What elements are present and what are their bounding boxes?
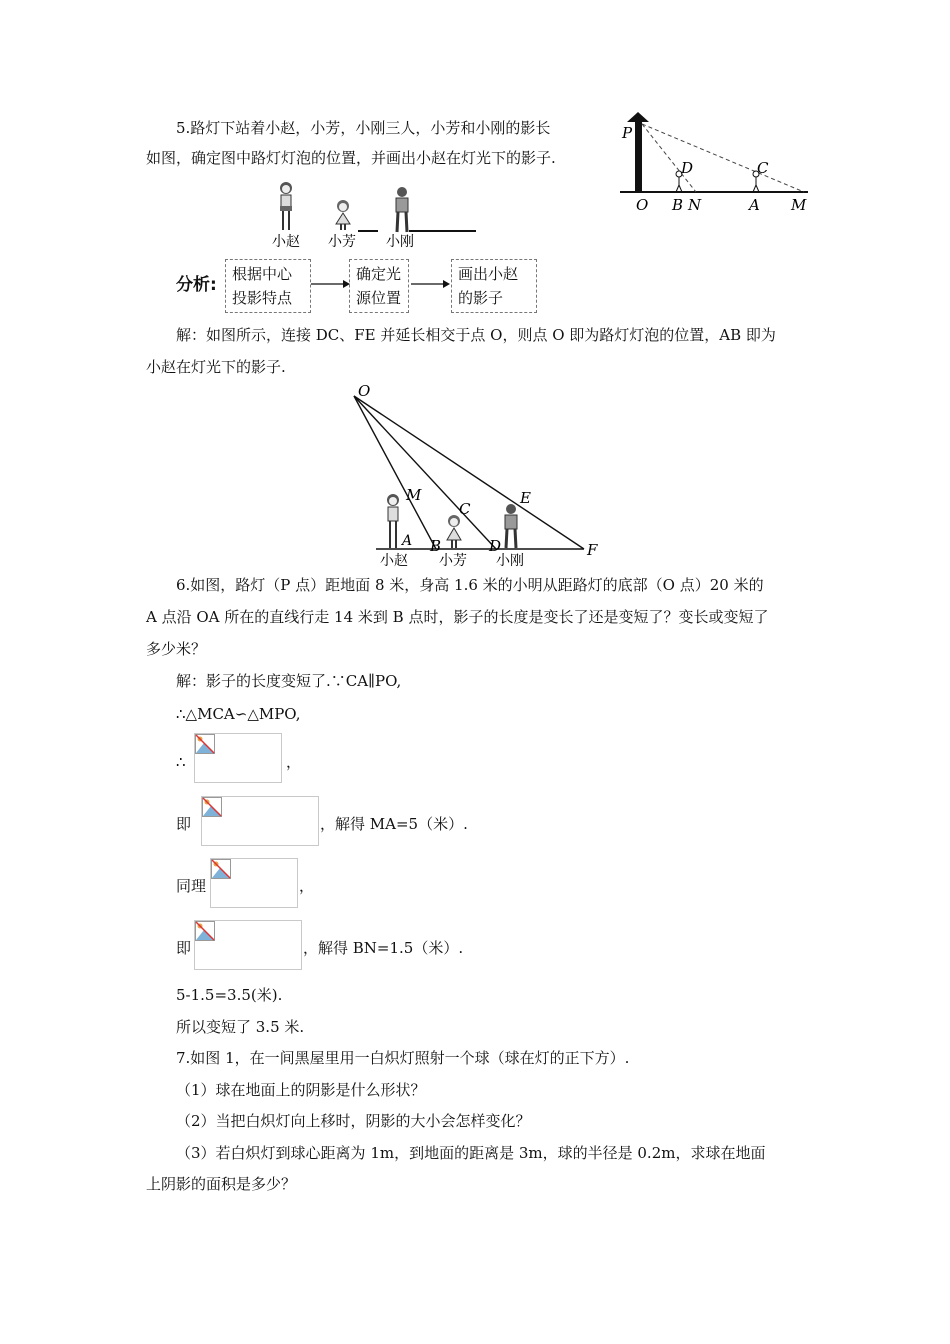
analysis-step-1: 根据中心投影特点 <box>225 259 311 313</box>
analysis-step-2: 确定光源位置 <box>349 259 409 313</box>
people-label-2: 小芳 <box>328 234 356 250</box>
q7-part2: （2）当把白炽灯向上移时，阴影的大小会怎样变化？ <box>176 1112 531 1130</box>
q6-tongli: 同理 <box>176 877 207 895</box>
q5-line1: 5.路灯下站着小赵，小芳，小刚三人，小芳和小刚的影长 <box>176 119 551 137</box>
person-xiaozhao <box>280 182 292 230</box>
q6-comma2: ， <box>299 877 315 895</box>
q7-part1: （1）球在地面上的阴影是什么形状？ <box>176 1081 426 1099</box>
sol-people-label-1: 小赵 <box>380 553 408 569</box>
analysis-step-3: 画出小赵的影子 <box>451 259 537 313</box>
analysis-label: 分析: <box>176 275 217 295</box>
three-people-figure <box>266 178 482 250</box>
lamp-figure <box>612 110 812 218</box>
label-d: D <box>681 159 694 177</box>
label-c: C <box>757 159 769 177</box>
sol-label-m: M <box>406 486 422 504</box>
q5-line2: 如图，确定图中路灯灯泡的位置，并画出小赵在灯光下的影子. <box>146 149 556 167</box>
fig-person-xiaozhao <box>387 494 399 548</box>
light-ray-n <box>642 124 696 192</box>
q6-solve1: ，解得 MA=5（米）. <box>320 815 468 833</box>
ray-od <box>354 396 496 549</box>
formula-image-1 <box>194 733 282 783</box>
ray-of <box>354 396 584 549</box>
arrow-2 <box>411 278 451 290</box>
q7-part3a: （3）若白炽灯到球心距离为 1m，到地面的距离是 3m，球的半径是 0.2m，求球在地面 <box>176 1144 766 1162</box>
formula-image-2 <box>201 796 319 846</box>
fig-person-xiaofang <box>447 515 461 548</box>
sol-label-e: E <box>520 489 531 507</box>
people-label-3: 小刚 <box>386 234 414 250</box>
q6-ji1: 即 <box>176 815 192 833</box>
label-m: M <box>791 196 807 214</box>
formula-image-4 <box>194 920 302 970</box>
light-ray-m <box>642 124 804 192</box>
sol-people-label-3: 小刚 <box>496 553 524 569</box>
q6-conclusion: 所以变短了 3.5 米. <box>176 1018 305 1036</box>
lamp-post <box>635 120 642 192</box>
label-o: O <box>636 196 649 214</box>
sol-people-label-2: 小芳 <box>439 553 467 569</box>
q6-line1: 6.如图，路灯（P 点）距地面 8 米，身高 1.6 米的小明从距路灯的底部（O 点）20 米的 <box>176 576 764 594</box>
label-p: P <box>622 124 633 142</box>
q5-solution-line2: 小赵在灯光下的影子. <box>146 358 286 376</box>
sol-label-c: C <box>459 500 471 518</box>
label-a: A <box>749 196 760 214</box>
label-n: N <box>688 196 702 214</box>
q7-part3b: 上阴影的面积是多少？ <box>146 1175 297 1193</box>
q6-calc: 5-1.5=3.5(米). <box>176 986 283 1004</box>
q7-line1: 7.如图 1，在一间黑屋里用一白炽灯照射一个球（球在灯的正下方）. <box>176 1049 630 1067</box>
label-b: B <box>672 196 684 214</box>
sol-label-d: D <box>489 537 502 555</box>
formula-image-3 <box>210 858 298 908</box>
sol-label-b: B <box>430 537 442 555</box>
person-xiaogang <box>396 187 408 232</box>
fig-person-xiaogang <box>505 504 517 548</box>
q6-ji2: 即 <box>176 939 192 957</box>
lamp-head <box>627 112 649 122</box>
sol-label-a: A <box>402 533 413 549</box>
q6-therefore: ∴ <box>176 753 186 771</box>
q6-line2: A 点沿 OA 所在的直线行走 14 米到 B 点时，影子的长度是变长了还是变短了？变长或变短了 <box>146 608 769 626</box>
q5-solution-line1: 解：如图所示，连接 DC、FE 并延长相交于点 O，则点 O 即为路灯灯泡的位置，AB 即为 <box>176 326 776 344</box>
person-xiaofang <box>336 200 350 230</box>
q6-sol2: ∴△MCA∽△MPO, <box>176 705 301 723</box>
q6-line3: 多少米？ <box>146 640 207 658</box>
broken-image-icon <box>195 734 215 754</box>
q6-sol1: 解：影子的长度变短了.∵CA∥PO, <box>176 672 402 690</box>
solution-figure <box>346 382 606 570</box>
broken-image-icon <box>211 859 231 879</box>
sol-label-f: F <box>587 541 598 559</box>
q6-comma1: ， <box>286 753 302 771</box>
sol-label-o: O <box>358 382 371 400</box>
arrow-1 <box>311 278 351 290</box>
broken-image-icon <box>195 921 215 941</box>
people-label-1: 小赵 <box>272 234 300 250</box>
broken-image-icon <box>202 797 222 817</box>
q6-solve2: ，解得 BN=1.5（米）. <box>303 939 464 957</box>
